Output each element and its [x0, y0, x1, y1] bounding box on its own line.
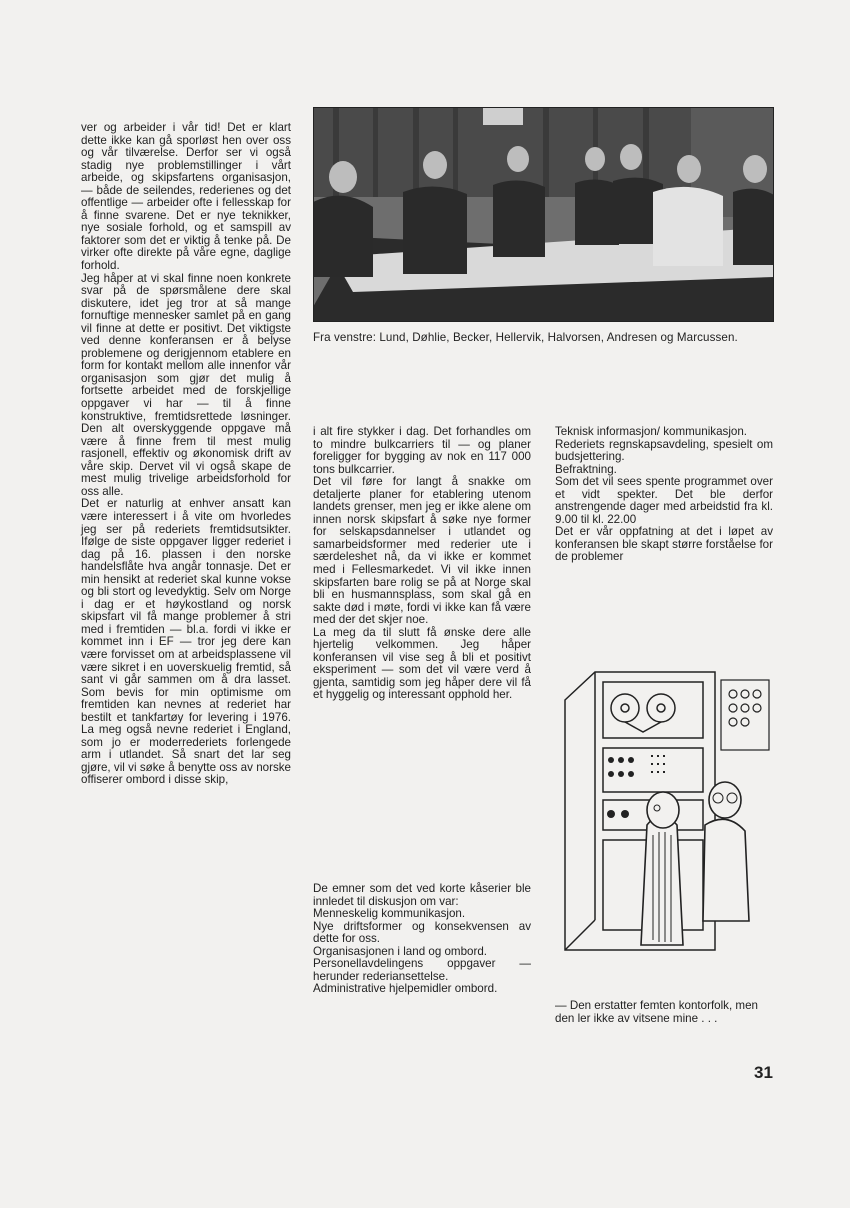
list-item: Befraktning. — [555, 462, 617, 476]
paragraph: i alt fire stykker i dag. Det forhandles om to mindre bulkcarriers til — og planer foreligger for bygging av nok en 117 000 tons bulkcarrier. — [313, 425, 531, 476]
column-2-topics — [313, 883, 531, 996]
computer-cartoon — [555, 660, 775, 960]
column-3 — [555, 426, 773, 564]
paragraph: La meg da til slutt få ønske dere alle hjertelig velkommen. Jeg håper konferansen vil vise seg å bli et positivt eksperiment — som det vil være verd å gjenta, samtidig som jeg håper dere vil få et hyggelig og interessant opphold her. — [313, 625, 531, 702]
column-2 — [313, 426, 531, 702]
page-number: 31 — [754, 1063, 773, 1082]
paragraph: Jeg håper at vi skal finne noen konkrete svar på de spørsmålene dere skal diskutere, idet jeg tror at så mange fornuftige mennesker samlet på en gang vil finne at dette er positivt. Det viktigste ved denne konferansen er å belyse problemene og derigjennom etablere en form for kontakt mellom alle innenfor vår organisasjon som gjør det mulig å fortsette arbeidet med de forskjellige oppgaver vi har — til å finne konstruktive, fremtidsrettede løsninger. Den alt overskyggende oppgave må være å finne frem til mest mulig rasjonell, effektiv og økonomisk drift av våre skip. Dervet vil vi også skape de mest mulig trivelige arbeidsforhold for oss alle. — [81, 271, 291, 498]
cartoon-caption: — Den erstatter femten kontorfolk, men den ler ikke av vitsene mine . . . — [555, 999, 758, 1025]
paragraph: De emner som det ved korte kåserier ble innledet til diskusjon om var: — [313, 882, 531, 908]
list-item: Rederiets regnskapsavdeling, spesielt om budsjettering. — [555, 437, 773, 464]
paragraph: Som det vil sees spente programmet over et vidt spekter. Det ble derfor anstrengende dager med arbeidstid fra kl. 9.00 til kl. 22.00 — [555, 475, 773, 526]
paragraph: Det vil føre for langt å snakke om detaljerte planer for etablering utenom landets grenser, men jeg er ikke alene om innen norsk skipsfart å søke nye former for selskapsdannelser i utlandet og samarbeidsformer med rederier ute i særdeleshet nå, da vi ikke er kommet med i Fellesmarkedet. Vi vil ikke innen skipsfarten bare rolig se på at Norge skal bli en husmannsplass, som skal gå en sakte død i møte, fordi vi ikke kan få være med der det skjer noe. — [313, 475, 531, 627]
list-item: Organisasjonen i land og ombord. — [313, 944, 488, 958]
paragraph: ver og arbeider i vår tid! Det er klart dette ikke kan gå sporløst hen over oss og vår tilværelse. Derfor ser vi også stadig nye problemstillinger i vårt arbeide, og skipsfartens organisasjon, — både de seilendes, rederienes og det offentlige — arbeider ofte i fellesskap for å finne svarene. Det er nye teknikker, nye sosiale forhold, og et samspill av faktorer som det er viktig å tenke på. De virker ofte direkte på våre egne, daglige forhold. — [81, 121, 291, 273]
list-item: Menneskelig kommunikasjon. — [313, 907, 466, 921]
cartoon-illustration — [555, 660, 775, 960]
list-item: Nye driftsformer og konsekvensen av dette for oss. — [313, 919, 531, 946]
column-1 — [81, 122, 291, 787]
photo-illustration — [313, 107, 774, 322]
list-item: Administrative hjelpemidler ombord. — [313, 982, 498, 996]
paragraph: Det er vår oppfatning at det i løpet av konferansen ble skapt større forståelse for de problemer — [555, 525, 773, 564]
conference-photo — [313, 107, 774, 322]
photo-caption: Fra venstre: Lund, Døhlie, Becker, Hellervik, Halvorsen, Andresen og Marcussen. — [313, 331, 738, 344]
paragraph: Det er naturlig at enhver ansatt kan være interessert i å vite om hvorledes jeg ser på rederiets fremtidsutsikter. Ifølge de siste oppgaver ligger rederiet i dag på 16. plassen i den norske handelsflåte hva angår tonnasje. Det er min hensikt at rederiet skal kunne vokse og bli stort og levedyktig. Selv om Norge i dag er et høykostland og norsk skipsfart vil få mange problemer å stri med i fremtiden — bl.a. fordi vi ikke er kommet inn i EF — tror jeg dere kan være forvisset om at arbeidsplassene vil være sikret i en uoverskuelig fremtid, så sant vi går sammen om å dra lasset. Som bevis for min optimisme om fremtiden kan nevnes at rederiet har bestilt et tankfartøy for levering i 1976. La meg også nevne rederiet i England, som jo er moderrederiets forlengede arm i utlandet. Så snart det lar seg gjøre, vil vi søke å benytte oss av norske offiserer ombord i disse skip, — [81, 497, 291, 787]
list-item: Personellavdelingens oppgaver — herunder rederiansettelse. — [313, 957, 531, 983]
list-item: Teknisk informasjon/ kommunikasjon. — [555, 425, 748, 438]
